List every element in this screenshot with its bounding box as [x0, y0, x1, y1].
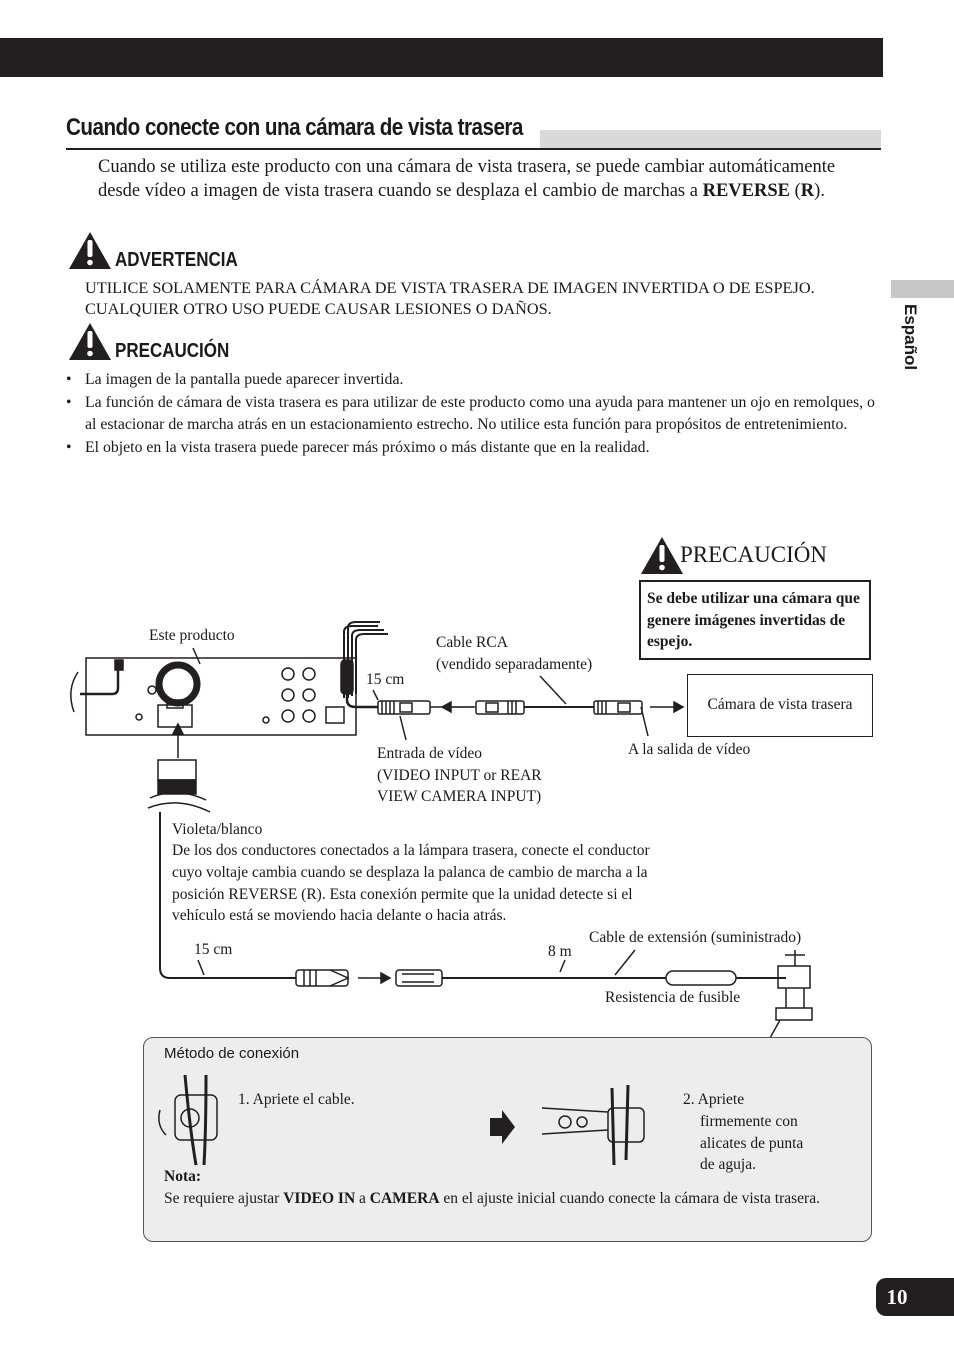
caution-title: PRECAUCIÓN [115, 340, 230, 362]
label-desc-1: De los dos conductores conectados a la lámpara trasera, conecte el conductor [172, 842, 650, 859]
label-entrada-1: Entrada de vídeo [377, 745, 483, 762]
method-title: Método de conexión [164, 1045, 300, 1062]
warning-title: ADVERTENCIA [115, 249, 238, 271]
diagram-caution-box: Se debe utilizar una cámara que genere imágenes invertidas de espejo. [639, 580, 871, 660]
label-8m: 8 m [548, 943, 572, 960]
label-cable-rca: Cable RCA [436, 634, 508, 651]
label-extension-cable: Cable de extensión (suministrado) [589, 929, 802, 946]
page-number: 10 [886, 1285, 908, 1309]
note-text-post: en el ajuste inicial cuando conecte la cámara de vista trasera. [439, 1190, 820, 1207]
label-violeta: Violeta/blanco [172, 821, 263, 838]
method-step1: 1. Apriete el cable. [238, 1091, 355, 1108]
caution-bullet-text: La imagen de la pantalla puede aparecer invertida. [85, 371, 404, 388]
camera-box: Cámara de vista trasera [687, 674, 873, 737]
intro-open: ( [789, 180, 801, 201]
method-step2-4: de aguja. [700, 1156, 756, 1173]
method-step2-3: alicates de punta [700, 1135, 804, 1152]
label-fuse: Resistencia de fusible [605, 989, 741, 1006]
caution-bullet-text: La función de cámara de vista trasera es para utilizar de este producto como una ayuda para mantener un ojo en remolques, o al estacionar de marcha atrás en un estacionamiento estrecho. No utilice esta función para propósitos de entretenimiento. [85, 393, 875, 433]
bullet-dot: • [66, 438, 72, 456]
label-este-producto: Este producto [149, 627, 235, 644]
label-desc-3: posición REVERSE (R). Esta conexión permite que la unidad detecte si el [172, 886, 633, 903]
label-desc-4: vehículo está se moviendo hacia delante o hacia atrás. [172, 907, 507, 924]
diagram-caution-title: PRECAUCIÓN [680, 542, 827, 567]
label-cable-rca-note: (vendido separadamente) [436, 656, 593, 673]
page-title: Cuando conecte con una cámara de vista trasera [66, 114, 523, 141]
intro-text: Cuando se utiliza este producto con una cámara de vista trasera, se puede cambiar automáticamente desde vídeo a imagen de vista trasera cuando se desplaza el cambio de marchas a [98, 157, 836, 201]
bullet-dot: • [66, 393, 72, 411]
label-15cm-bottom: 15 cm [194, 941, 233, 958]
intro-close: ). [814, 180, 825, 201]
note-text-mid: a [355, 1190, 370, 1207]
note-bold-video-in: VIDEO IN [283, 1190, 356, 1207]
label-video-out: A la salida de vídeo [628, 741, 751, 758]
intro-bold-r: R [800, 180, 815, 201]
method-step2-1: 2. Apriete [683, 1091, 745, 1108]
bullet-dot: • [66, 371, 72, 388]
method-note [164, 1166, 854, 1210]
label-entrada-2: (VIDEO INPUT or REAR [377, 767, 542, 784]
label-entrada-3: VIEW CAMERA INPUT) [377, 788, 542, 805]
intro-bold-reverse: REVERSE [702, 180, 790, 201]
warning-text: UTILICE SOLAMENTE PARA CÁMARA DE VISTA TRASERA DE IMAGEN INVERTIDA O DE ESPEJO. CUALQUIER OTRO USO PUEDE CAUSAR LESIONES O DAÑOS. [85, 278, 815, 318]
method-step2-2: firmemente con [700, 1113, 798, 1130]
label-desc-2: cuyo voltaje cambia cuando se desplaza la palanca de cambio de marcha a la [172, 864, 648, 881]
label-15cm-top: 15 cm [366, 671, 405, 688]
caution-bullet-text: El objeto en la vista trasera puede parecer más próximo o más distante que en la realidad. [85, 438, 650, 456]
side-language-text: Español [901, 304, 920, 371]
note-text-pre: Se requiere ajustar [164, 1190, 284, 1207]
note-bold-camera: CAMERA [369, 1190, 440, 1207]
note-label: Nota: [164, 1168, 202, 1185]
